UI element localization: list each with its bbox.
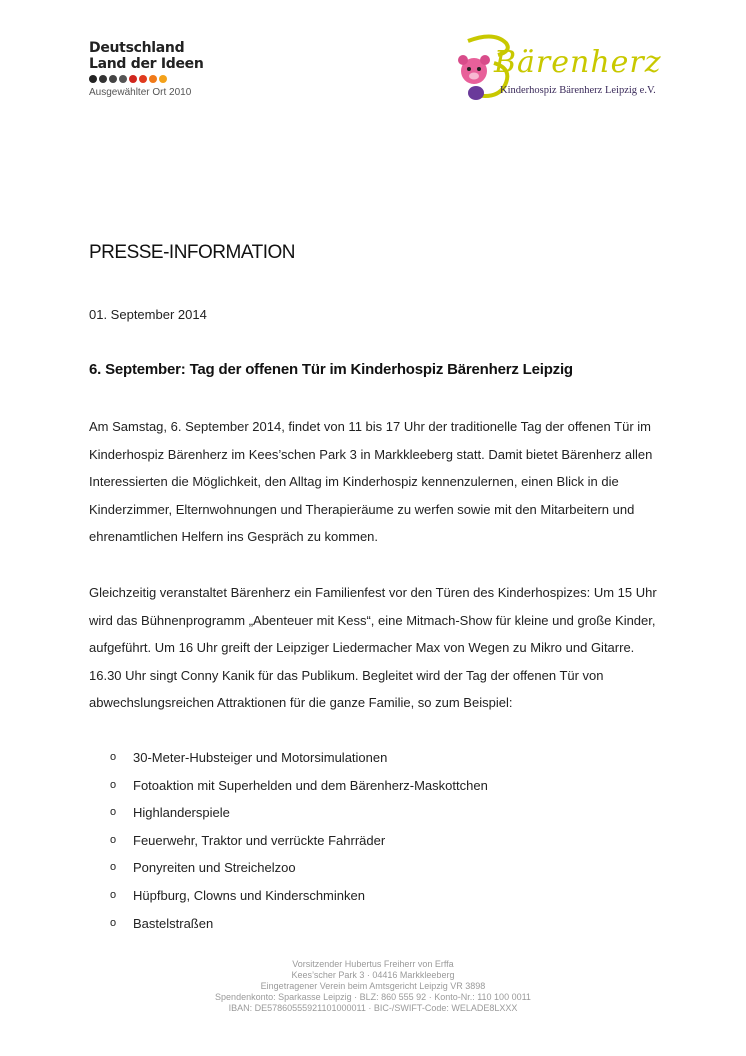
paragraph-2-text: Gleichzeitig veranstaltet Bärenherz ein Familienfest vor den Türen des Kinderhospizes: Um 15 Uhr wird das Bühnenprogramm „Abenteuer mit Kess“, eine Mitmach-Show für kleine und große Kinder, aufgeführt. Um 16 Uhr greift der Leipziger Liedermacher Max von Wegen zu Mikro und Gitarre. 16.30 Uhr singt Conny Kanik für das Publikum. Begleitet wird der Tag der offenen Tür von abwechslungsreichen Attraktionen für die ganze Familie, so zum Beispiel: <box>89 585 657 711</box>
logo-dot-row <box>89 75 209 83</box>
document-headline: 6. September: Tag der offenen Tür im Kinderhospiz Bärenherz Leipzig <box>89 361 573 378</box>
baerenherz-wordmark: Bärenherz <box>494 45 662 80</box>
bear-eye-right <box>477 67 481 71</box>
bear-snout <box>469 73 479 80</box>
deutschland-land-der-ideen-logo <box>89 40 209 98</box>
bullet-marker: o <box>110 806 117 819</box>
bullet-marker: o <box>110 833 117 846</box>
attractions-list <box>110 744 488 937</box>
list-item-text: Hüpfburg, Clowns und Kinderschminken <box>133 887 365 903</box>
bear-eye-left <box>467 67 471 71</box>
logo-line-1: Deutschland <box>89 40 185 56</box>
logo-dot <box>99 75 107 83</box>
list-item <box>110 799 488 827</box>
footer-line: Kees’scher Park 3 · 04416 Markkleeberg <box>291 970 455 980</box>
list-item-text: Highlanderspiele <box>133 805 230 821</box>
list-item <box>110 910 488 938</box>
list-item-text: Fotoaktion mit Superhelden und dem Bärenherz-Maskottchen <box>133 777 488 793</box>
logo-dot <box>139 75 147 83</box>
footer-line: Eingetragener Verein beim Amtsgericht Leipzig VR 3898 <box>260 981 486 991</box>
document-date: 01. September 2014 <box>89 307 207 322</box>
footer-line: Spendenkonto: Sparkasse Leipzig · BLZ: 860 555 92 · Konto-Nr.: 110 100 0011 <box>215 992 531 1002</box>
list-item <box>110 882 488 910</box>
bullet-marker: o <box>110 916 117 929</box>
footer-line: Vorsitzender Hubertus Freiherr von Erffa <box>292 959 454 969</box>
logo-dot <box>159 75 167 83</box>
logo-line-2: Land der Ideen <box>89 56 204 72</box>
list-item-text: Ponyreiten und Streichelzoo <box>133 860 296 876</box>
document-title: PRESSE-INFORMATION <box>89 242 295 263</box>
list-item-text: 30-Meter-Hubsteiger und Motorsimulationen <box>133 750 388 765</box>
bear-ear-right <box>480 55 490 65</box>
list-item <box>110 744 488 772</box>
bear-body <box>468 86 484 100</box>
paragraph-2 <box>89 579 669 717</box>
bullet-marker: o <box>110 861 117 874</box>
paragraph-1 <box>89 413 669 551</box>
list-item-text: Bastelstraßen <box>133 915 214 931</box>
paragraph-1-text: Am Samstag, 6. September 2014, findet von 11 bis 17 Uhr der traditionelle Tag der offenen Tür im Kinderhospiz Bärenherz im Kees’schen Park 3 in Markkleeberg statt. Damit bietet Bärenherz allen Interessierten die Möglichkeit, den Alltag im Kinderhospiz kennenzulernen, einen Blick in die Kinderzimmer, Elternwohnungen und Therapieräume zu werfen sowie mit den Mitarbeitern und ehrenamtlichen Helfern ins Gespräch zu kommen. <box>89 419 653 545</box>
logo-dot <box>119 75 127 83</box>
bullet-marker: o <box>110 751 117 763</box>
baerenherz-logo <box>454 33 664 103</box>
logo-dot <box>129 75 137 83</box>
list-item <box>110 772 488 800</box>
logo-subline: Ausgewählter Ort 2010 <box>89 87 192 98</box>
bullet-marker: o <box>110 778 117 791</box>
footer <box>0 959 746 1014</box>
list-item <box>110 854 488 882</box>
logo-dot <box>149 75 157 83</box>
bullet-marker: o <box>110 888 117 901</box>
logo-dot <box>109 75 117 83</box>
bear-ear-left <box>458 55 468 65</box>
list-item <box>110 827 488 855</box>
baerenherz-subline: Kinderhospiz Bärenherz Leipzig e.V. <box>500 85 656 96</box>
list-item-text: Feuerwehr, Traktor und verrückte Fahrräder <box>133 832 386 848</box>
logo-dot <box>89 75 97 83</box>
footer-line: IBAN: DE57860555921101000011 · BIC-/SWIFT-Code: WELADE8LXXX <box>228 1003 518 1013</box>
